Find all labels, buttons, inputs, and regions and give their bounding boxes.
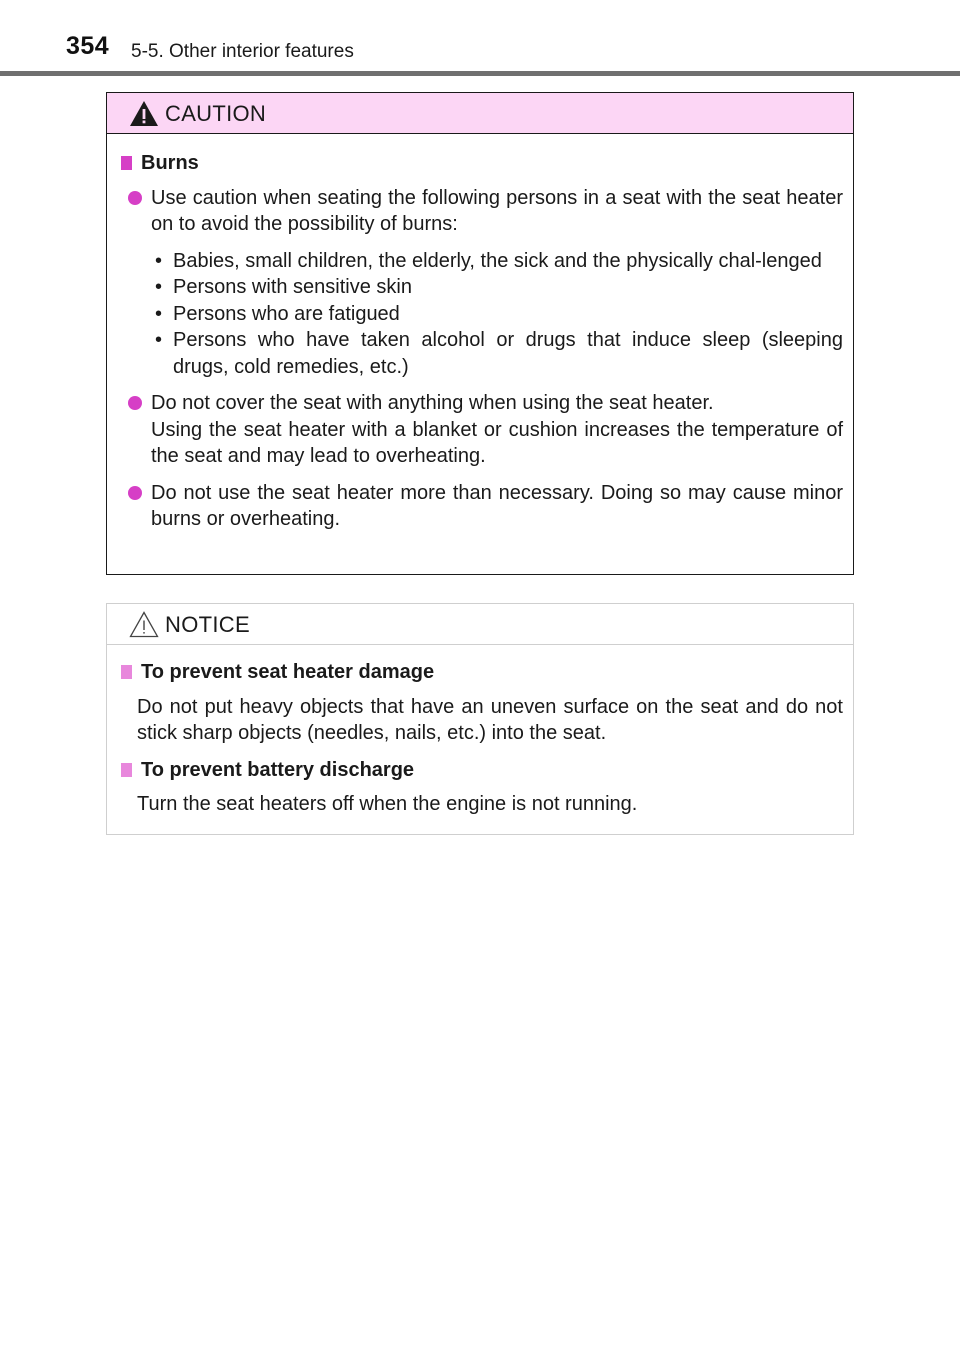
page-number: 354 [66, 32, 110, 60]
burns-heading-text: Burns [141, 152, 199, 174]
list-item: • Persons who have taken alcohol or drugs that induce sleep (sleeping drugs, cold remedies, etc.) [151, 327, 843, 380]
notice-header [107, 604, 853, 645]
notice-body [107, 645, 853, 818]
page-header [0, 0, 960, 78]
battery-discharge-heading-text: To prevent battery discharge [141, 758, 415, 781]
caution-bullet-2-line2: Using the seat heater with a blanket or cushion increases the temperature of the seat and may lead to overheating. [151, 418, 843, 467]
bullet-dot-icon [128, 191, 142, 205]
seat-heater-damage-heading-text: To prevent seat heater damage [141, 661, 435, 683]
battery-discharge-text: Turn the seat heaters off when the engine is not running. [137, 793, 638, 815]
burns-heading [121, 150, 843, 177]
caution-header [107, 93, 853, 134]
caution-bullet-3 [121, 480, 843, 533]
caution-label: CAUTION [165, 101, 267, 126]
section-title: 5-5. Other interior features [131, 41, 354, 62]
list-item: • Persons with sensitive skin [151, 274, 843, 301]
caution-bullet-1 [121, 185, 843, 238]
warning-triangle-outline-icon [128, 610, 160, 639]
header-rule [0, 71, 960, 76]
bullet-dot-icon [128, 486, 142, 500]
list-item: • Babies, small children, the elderly, the sick and the physically chal-lenged [151, 248, 843, 275]
bullet-dot-icon [128, 396, 142, 410]
heading-square-icon [121, 763, 132, 777]
caution-bullet-1-text: Use caution when seating the following persons in a seat with the seat heater on to avoid the possibility of burns: [151, 186, 843, 235]
persons-list [151, 248, 843, 381]
seat-heater-damage-heading [121, 659, 843, 686]
caution-bullet-3-text: Do not use the seat heater more than necessary. Doing so may cause minor burns or overheating. [151, 481, 843, 530]
warning-triangle-icon [128, 99, 160, 128]
notice-box [106, 603, 854, 835]
battery-discharge-heading [121, 757, 843, 784]
caution-bullet-2-line1: Do not cover the seat with anything when using the seat heater. [151, 392, 714, 414]
heading-square-icon [121, 665, 132, 679]
caution-box [106, 92, 854, 575]
caution-body [107, 134, 853, 533]
seat-heater-damage-text: Do not put heavy objects that have an uneven surface on the seat and do not stick sharp objects (needles, nails, etc.) into the seat. [137, 695, 843, 744]
notice-label: NOTICE [165, 612, 250, 637]
list-item: • Persons who are fatigued [151, 301, 843, 328]
heading-square-icon [121, 156, 132, 170]
caution-bullet-2 [121, 390, 843, 470]
